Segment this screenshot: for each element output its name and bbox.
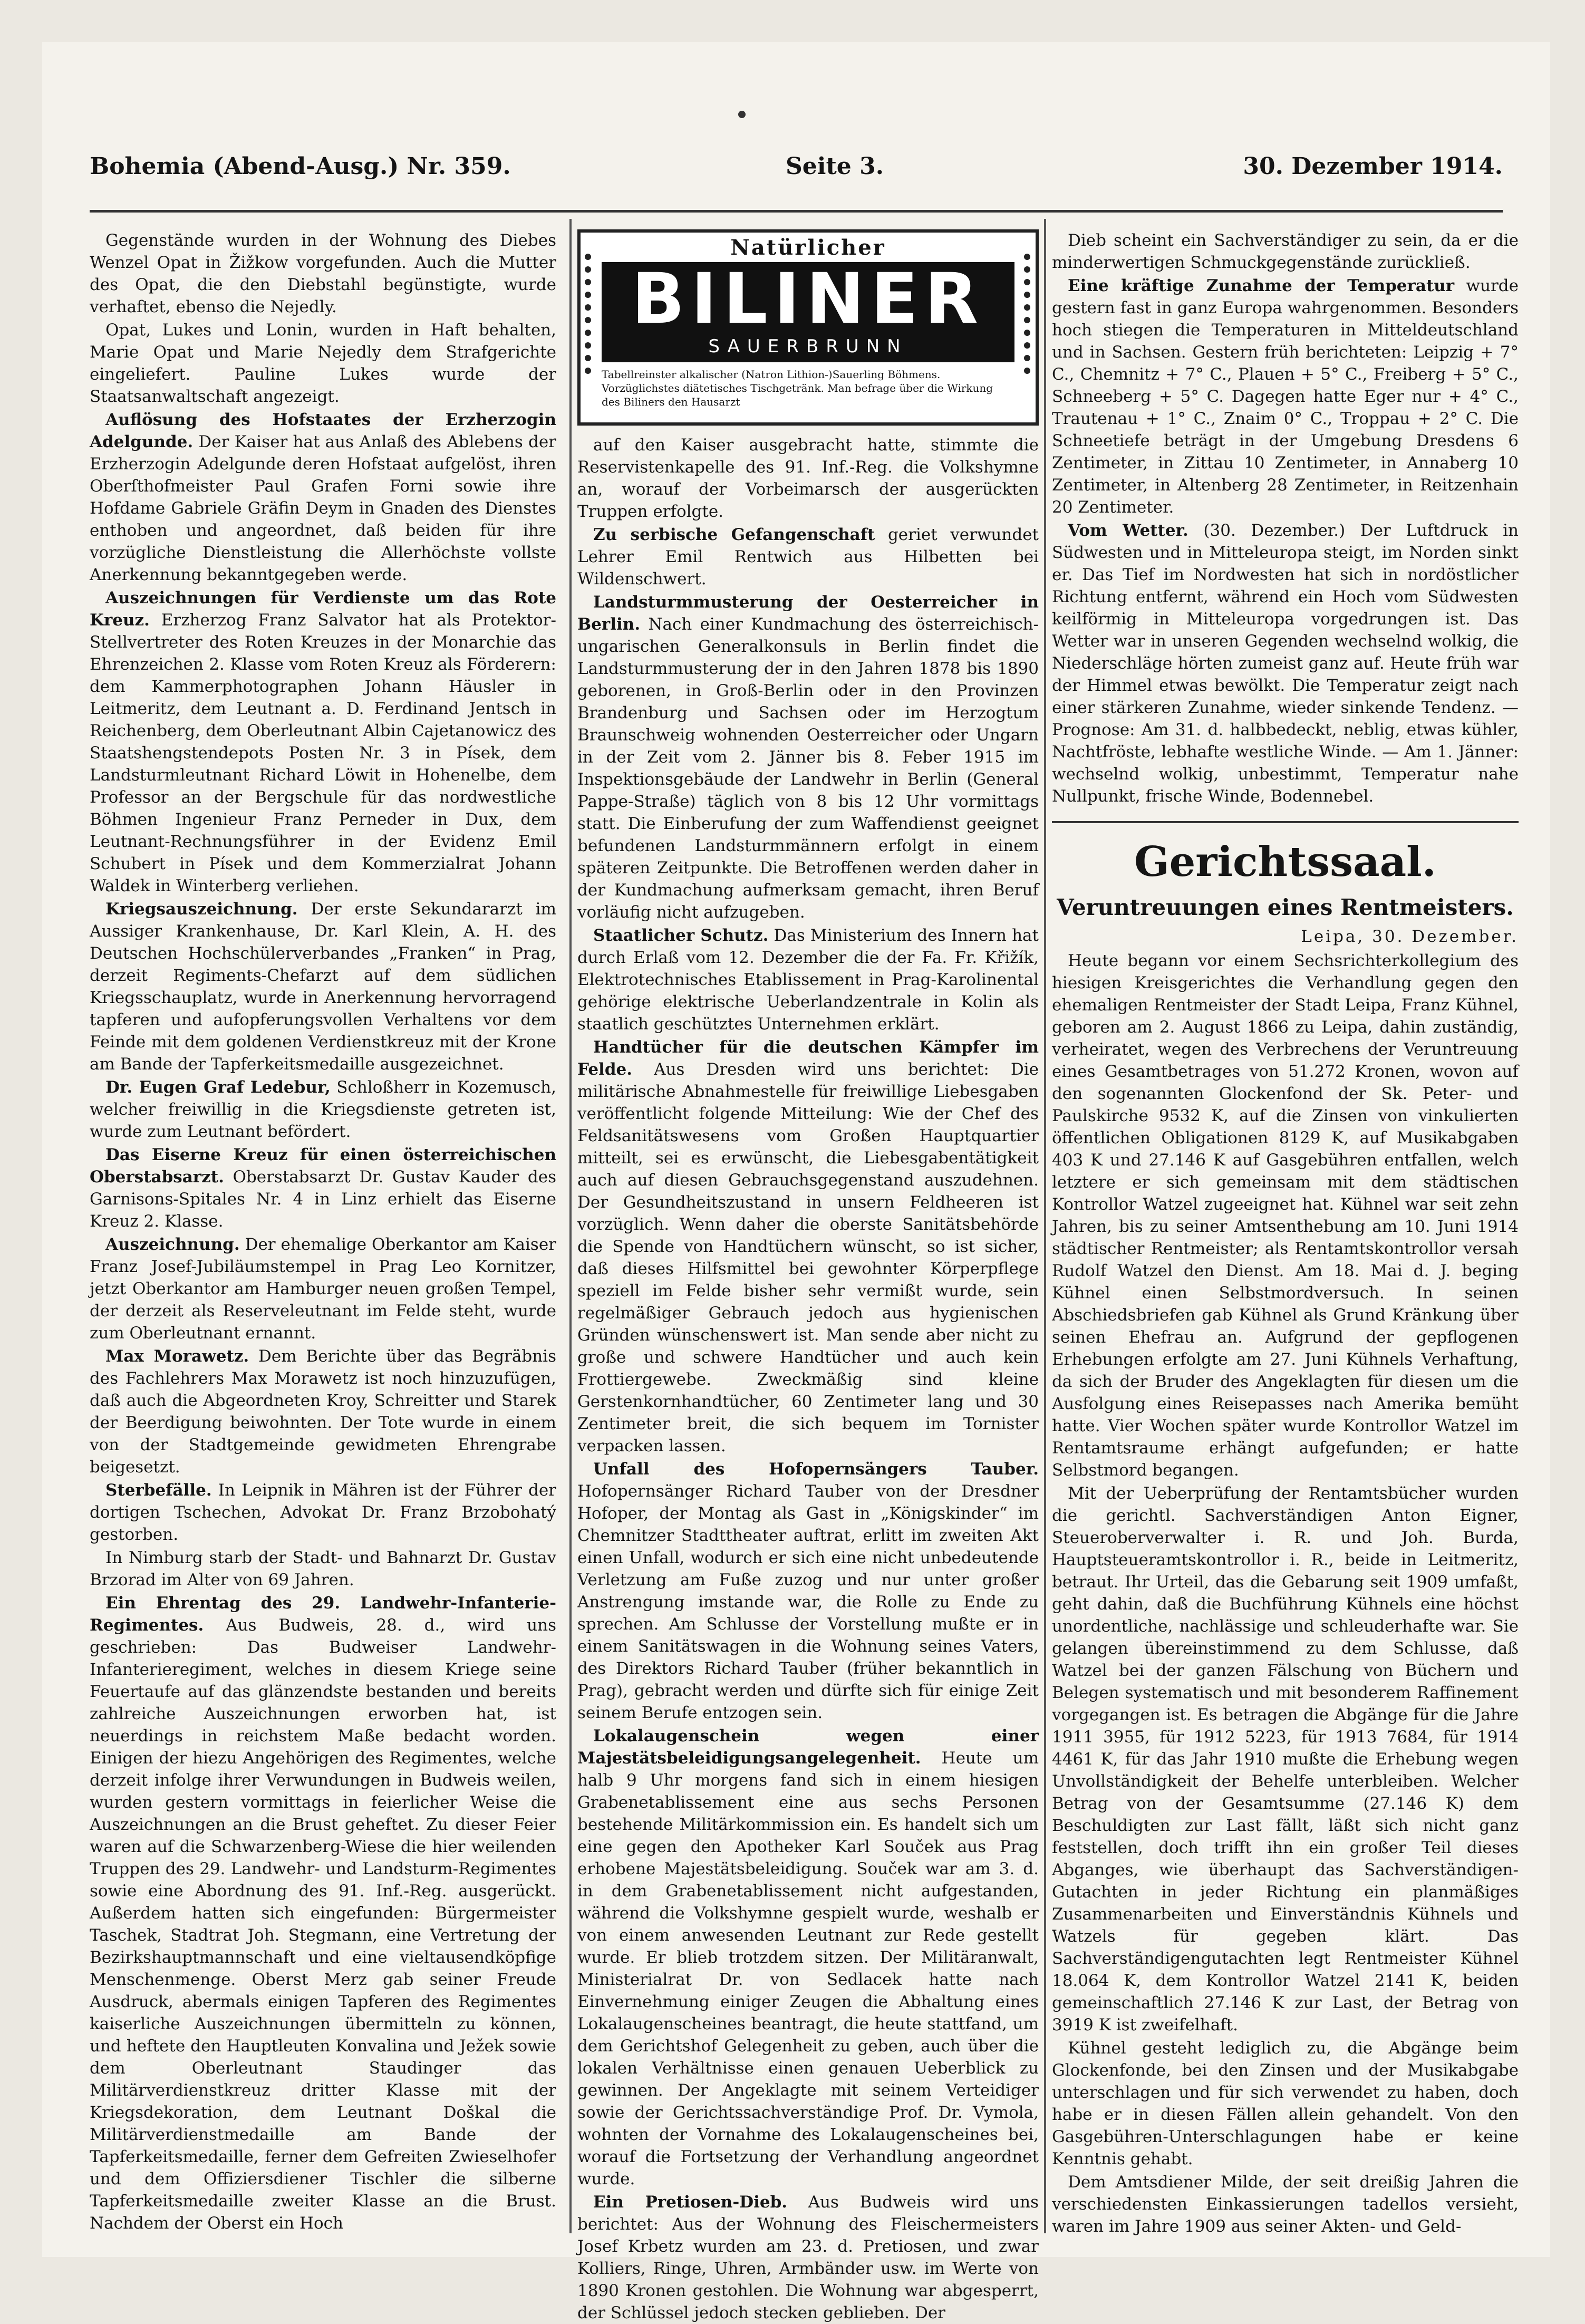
article-text: Dem Berichte über das Begräbnis des Fachlehrers Max Morawetz ist noch hinzuzufügen, daß auch die Abgeordneten Kroy, Schreitter und Starek der Beerdigung beiwohnten. Der Tote wurde in einem von der Stadtgemeinde gewidmeten Ehrengrabe beigesetzt. (90, 1347, 556, 1477)
section-title: Gerichtssaal. (1134, 838, 1436, 886)
article-paragraph (90, 1144, 556, 1232)
article-heading: Kriegsauszeichnung. (105, 900, 298, 919)
ad-subbrand: SAUERBRUNN (708, 336, 908, 357)
article-paragraph (577, 1458, 1039, 1724)
article-heading: Auflösung des Hofstaates der Erzherzogin Adelgunde. (90, 410, 556, 451)
article-text: In Nimburg starb der Stadt- und Bahnarzt Dr. Gustav Brzorad im Alter von 69 Jahren. (90, 1548, 556, 1589)
column-2 (577, 229, 1039, 2322)
column-rule (1044, 219, 1046, 2233)
article-paragraph (90, 1479, 556, 1546)
article-paragraph (577, 434, 1039, 523)
article-heading: Auszeichnung. (105, 1235, 240, 1254)
article-paragraph (577, 524, 1039, 590)
article-heading: Landsturmmusterung der Oesterreicher in Berlin. (577, 593, 1039, 634)
article-text: Mit der Ueberprüfung der Rentamtsbücher wurden die gerichtl. Sachverständigen Anton Eigner, Steueroberverwalter i. R. und Joh. Burda, Hauptsteueramtskontrollor i. R., beide in Leitmeritz, betraut. Ihr Urteil, das die Gebarung seit 1909 umfaßt, geht dahin, daß die Buchführung Kühnels eine höchst unordentliche, nachlässige und schleuderhafte war. Sie gelangen übereinstimmend zu dem Schlusse, daß Watzel bei der ganzen Fälschung von Büchern und Belegen systematisch und mit besonderem Raffinement vorgegangen ist. Es betragen die Abgänge für die Jahre 1911 3955, für 1912 5223, für 1913 7684, für 1914 4461 K, für das Jahr 1910 mußte die Erhebung wegen Unvollständigkeit der Behelfe unterbleiben. Welcher Betrag von der Gesamtsumme (27.146 K) dem Beschuldigten zur Last fällt, läßt sich nicht ganz feststellen, doch trifft ihn ein großer Teil dieses Abganges, wie überhaupt das Sachverständigen-Gutachten in jeder Richtung ein planmäßiges Zusammenarbeiten und Einverständnis Kühnels und Watzels für gegeben klärt. Das Sachverständigengutachten legt Rentmeister Kühnel 18.064 K, dem Kontrollor Watzel 2141 K, beiden gemeinschaftlich 27.146 K zur Last, der Betrag von 3919 K ist zweifelhaft. (1052, 1484, 1519, 2034)
article-text: Nach einer Kundmachung des österreichisch-ungarischen Generalkonsuls in Berlin findet die Landsturmmusterung der in den Jahren 1878 bis 1890 geborenen, in Groß-Berlin oder in den Provinzen Brandenburg und Sachsen oder im Herzogtum Braunschweig wohnenden Oesterreicher oder Ungarn in der Zeit vom 2. Jänner bis 8. Feber 1915 im Inspektionsgebäude der Landwehr in Berlin (General Pappe-Straße) täglich von 8 bis 12 Uhr vormittags statt. Die Einberufung der zum Waffendienst geeignet befundenen Landsturmmännern erfolgt in einem späteren Zeitpunkte. Die Betroffenen werden daher in der Kundmachung aufmerksam gemacht, ihren Beruf vorläufig nicht aufzugeben. (577, 615, 1039, 922)
article-paragraph (577, 924, 1039, 1035)
article-heading: Ein Pretiosen-Dieb. (593, 2193, 788, 2212)
article-heading: Staatlicher Schutz. (593, 926, 769, 945)
article-text: Dieb scheint ein Sachverständiger zu sein, da er die minderwertigen Schmuckgegenstände zurückließ. (1052, 231, 1519, 272)
article-paragraph (90, 898, 556, 1075)
article-heading: Max Morawetz. (105, 1347, 249, 1366)
article-heading: Auszeichnungen für Verdienste um das Rote Kreuz. (90, 589, 556, 630)
article-paragraph (90, 587, 556, 897)
header-rule (90, 210, 1503, 213)
article-text: Der Kaiser hat aus Anlaß des Ablebens der Erzherzogin Adelgunde deren Hofstaat aufgelöst, ihren Oberſthofmeister Paul Grafen Forni sowie ihre Hofdame Gabriele Gräfin Deym in Gnaden des Dienstes enthoben und angeordnet, daß beiden für ihre vorzügliche Dienstleistung die Allerhöchste vollste Anerkennung bekanntgegeben werde. (90, 432, 556, 584)
article-text: Aus Dresden wird uns berichtet: Die militärische Abnahmestelle für freiwillige Liebesgaben veröffentlicht folgende Mitteilung: Wie der Chef des Feldsanitätswesens vom Großen Hauptquartier mitteilt, sei es erwünscht, die Liebesgabentätigkeit auch auf diesen Gebrauchsgegenstand auszudehnen. Der Gesundheitszustand in unsern Feldheeren ist vorzüglich. Wenn daher die oberste Sanitätsbehörde die Spende von Handtüchern wünscht, so ist sicher, daß dieses Hilfsmittel bei gewohnter Körperpflege speziell im Felde bisher sehr vermißt wurde, sein regelmäßiger Gebrauch jedoch aus hygienischen Gründen wünschenswert ist. Man sende aber nicht zu große und schwere Handtücher und auch kein Frottiergewebe. Zweckmäßig sind kleine Gerstenkornhandtücher, 60 Zentimeter lang und 30 Zentimeter breit, die sich bequem im Tornister verpacken lassen. (577, 1060, 1039, 1455)
article-heading: Zu serbische Gefangenschaft (593, 525, 875, 544)
article-text: Heute begann vor einem Sechsrichterkollegium des hiesigen Kreisgerichtes die Verhandlung gegen den ehemaligen Rentmeister der Stadt Leipa, Franz Kühnel, geboren am 2. August 1866 zu Leipa, dahin zuständig, verheiratet, wegen des Verbrechens der Veruntreuung eines Gesamtbetrages von 51.272 Kronen, wovon auf den sogenannten Glockenfond der Sk. Peter- und Paulskirche 9532 K, auf die Zinsen von vinkulierten öffentlichen Obligationen 8129 K, auf Musikabgaben 403 K und 27.146 K auf Gasgebühren entfallen, welch letztere er sich gemeinsam mit dem städtischen Kontrollor Watzel zugeeignet hat. Kühnel war seit zehn Jahren, bis zu seiner Amtsenthebung am 10. Juni 1914 städtischer Rentmeister; als Rentamtskontrollor versah Rudolf Watzel den Dienst. Am 18. Mai d. J. beging Kühnel einen Selbstmordversuch. In seinen Abschiedsbriefen gab Kühnel als Grund Kränkung über seinen Ehefrau an. Aufgrund der gepflogenen Erhebungen erfolgte am 27. Juni Kühnels Verhaftung, da sich der Bruder des Angeklagten für diesen um die Ausfolgung eines Reisepasses nach Amerika bemüht hatte. Vier Wochen später wurde Kontrollor Watzel im Rentamtsraume erhängt aufgefunden; er hatte Selbstmord begangen. (1052, 951, 1519, 1480)
article-paragraph (90, 409, 556, 586)
article-paragraph (90, 319, 556, 408)
article-heading: Ein Ehrentag des 29. Landwehr-Infanterie-Regimentes. (90, 1594, 556, 1635)
page-header (90, 153, 1503, 195)
article-paragraph (1052, 275, 1519, 518)
ad-brand-panel (602, 258, 1014, 362)
article-text: Opat, Lukes und Lonin, wurden in Haft behalten, Marie Opat und Marie Nejedly dem Strafgerichte eingeliefert. Pauline Lukes wurde der Staatsanwaltschaft angezeigt. (90, 321, 556, 406)
article-heading: Eine kräftige Zunahme der Temperatur (1068, 276, 1455, 295)
article-text: Kühnel gesteht lediglich zu, die Abgänge beim Glockenfonde, bei den Zinsen und der Musikabgabe unterschlagen und für sich verwendet zu haben, doch habe er in diesen Fällen allein gehandelt. Von den Gasgebühren-Unterschlagungen habe er keine Kenntnis gehabt. (1052, 2039, 1519, 2168)
ad-fine-print: Tabellreinster alkalischer (Natron Lithion-)Sauerling Böhmens. Vorzüglichstes diätetisches Tischgetränk. Man befrage über die Wirkung des Biliners den Hausarzt (602, 368, 993, 408)
article-paragraph (577, 2191, 1039, 2324)
ad-tagline: Natürlicher (730, 235, 886, 260)
article-text: In Leipnik in Mähren ist der Führer der dortigen Tschechen, Advokat Dr. Franz Brzobohatý gestorben. (90, 1481, 556, 1544)
article-paragraph (90, 1345, 556, 1478)
article-text: Der ehemalige Oberkantor am Kaiser Franz Josef-Jubiläumstempel in Prag Leo Kornitzer, jetzt Oberkantor am Hamburger neuen großen Tempel, der derzeit als Reserveleutnant im Felde steht, wurde zum Oberleutnant ernannt. (90, 1235, 556, 1343)
column-rule (569, 219, 572, 2233)
article-paragraph (90, 1233, 556, 1344)
biliner-advertisement (577, 229, 1039, 426)
article-text: Aus Budweis, 28. d., wird uns geschrieben: Das Budweiser Landwehr-Infanterieregiment, welches in diesem Kriege seine Feuertaufe auf das glänzendste bestanden und bereits zahlreiche Auszeichnungen erworben hat, ist neuerdings in reichstem Maße bedacht worden. Einigen der hiezu Angehörigen des Regimentes, welche derzeit infolge ihrer Verwundungen in Budweis weilen, wurden gestern vormittags in feierlicher Weise die Auszeichnungen an die Brust geheftet. Zu dieser Feier waren auf die Schwarzenberg-Wiese die hier weilenden Truppen des 29. Landwehr- und Landsturm-Regimentes sowie eine Abordnung des 91. Inf.-Reg. ausgerückt. Außerdem hatten sich eingefunden: Bürgermeister Taschek, Stadtrat Joh. Stegmann, eine Vertretung der Bezirkshauptmannschaft und eine vieltausendköpfige Menschenmenge. Oberst Merz gab seiner Freude Ausdruck, abermals einigen Tapferen des Regimentes kaiserliche Auszeichnungen übermitteln zu können, und heftete den Hauptleuten Konvalina und Ježek sowie dem Oberleutnant Staudinger das Militärverdienstkreuz dritter Klasse mit der Kriegsdekoration, dem Leutnant Doškal die Militärverdienstmedaille am Bande der Tapferkeitsmedaille, ferner dem Gefreiten Zwieselhofer und dem Offiziersdiener Tischler die silberne Tapferkeitsmedaille zweiter Klasse an die Brust. Nachdem der Oberst ein Hoch (90, 1616, 557, 2233)
article-paragraph (1052, 950, 1519, 1481)
article-text: Oberstabsarzt Dr. Gustav Kauder des Garnisons-Spitales Nr. 4 in Linz erhielt das Eiserne Kreuz 2. Klasse. (90, 1168, 556, 1231)
column-3-news (1052, 229, 1519, 807)
article-paragraph (577, 591, 1039, 923)
column-3 (1052, 229, 1519, 2236)
ad-brand: BILINER (631, 258, 985, 340)
column-1 (90, 229, 556, 2233)
newspaper-page (42, 42, 1550, 2322)
article-heading: Vom Wetter. (1068, 521, 1188, 540)
column-3-court-report (1052, 950, 1519, 2238)
article-paragraph (577, 1725, 1039, 2190)
article-title: Veruntreuungen eines Rentmeisters. (1057, 894, 1514, 920)
article-heading: Unfall des Hofopernsängers Tauber. (593, 1460, 1039, 1479)
article-text: Hofopernsänger Richard Tauber von der Dresdner Hofoper, der Montag als Gast in „Königskinder“ im Chemnitzer Stadttheater auftrat, erlitt im zweiten Akt einen Unfall, wodurch er sich eine nicht unbedeutende Verletzung am Fuße zuzog und nur unter großer Anstrengung imstande war, die Rolle zu Ende zu sprechen. Am Schlusse der Vorstellung mußte er in einem Sanitätswagen in die Wohnung seines Vaters, des Direktors Richard Tauber (früher bekanntlich in Prag), gebracht werden und dürfte sich für einige Zeit seinem Berufe entzogen sein. (577, 1482, 1039, 1722)
article-text: Das Ministerium des Innern hat durch Erlaß vom 12. Dezember die der Fa. Fr. Křižík, Elektrotechnisches Etablissement in Prag-Karolinental gehörige elektrische Ueberlandzentrale in Kolin als staatlich geschütztes Unternehmen erklärt. (577, 926, 1039, 1034)
ad-border-dots (585, 254, 592, 391)
article-text: Dem Amtsdiener Milde, der seit dreißig Jahren die verschiedensten Einkassierungen tadellos versieht, waren im Jahre 1909 aus seiner Akten- und Geld- (1052, 2173, 1519, 2236)
article-text: wurde gestern fast in ganz Europa wahrgenommen. Besonders hoch stiegen die Temperaturen in Mitteldeutschland und in Sachsen. Gestern früh berichteten: Leipzig + 7° C., Chemnitz + 7° C., Plauen + 5° C., Freiberg + 5° C., Schneeberg + 5° C. Dagegen hatte Eger nur + 4° C., Trautenau + 1° C., Znaim 0° C., Troppau + 2° C. Die Schneetiefe beträgt in der Umgebung Dresdens 6 Zentimeter, in Zittau 10 Zentimeter, in Annaberg 10 Zentimeter, in Altenberg 28 Zentimeter, in Reitzenhain 20 Zentimeter. (1052, 276, 1519, 517)
print-mark (738, 111, 746, 118)
article-text: Heute um halb 9 Uhr morgens fand sich in einem hiesigen Grabenetablissement eine aus sechs Personen bestehende Militärkommission ein. Es handelt sich um eine gegen den Apotheker Karl Souček aus Prag erhobene Majestätsbeleidigung. Souček war am 3. d. in dem Grabenetablissement nicht aufgestanden, während die Volkshymne gespielt wurde, weshalb er von einem anwesenden Leutnant zur Rede gestellt wurde. Er blieb trotzdem sitzen. Der Militäranwalt, Ministerialrat Dr. von Sedlacek hatte nach Einvernehmung einiger Zeugen die Abhaltung eines Lokalaugenscheines beantragt, die heute stattfand, um dem Gerichtshof Gelegenheit zu geben, auch über die lokalen Verhältnisse einen genauen Ueberblick zu gewinnen. Der Angeklagte mit seinem Verteidiger sowie der Gerichtssachverständige Prof. Dr. Vymola, wohnten der Vornahme des Lokalaugenscheines bei, worauf die Fortsetzung der Verhandlung angeordnet wurde. (577, 1749, 1039, 2188)
article-paragraph (1052, 1482, 1519, 2036)
article-paragraph (1052, 2037, 1519, 2170)
article-text: Gegenstände wurden in der Wohnung des Diebes Wenzel Opat in Žižkow vorgefunden. Auch die Mutter des Opat, die den Diebstahl begünstigte, wurde verhaftet, ebenso die Nejedly. (90, 231, 556, 316)
article-heading: Dr. Eugen Graf Ledebur, (105, 1078, 331, 1097)
header-publication: Bohemia (Abend-Ausg.) Nr. 359. (90, 153, 511, 180)
article-heading: Das Eiserne Kreuz für einen österreichischen Oberstabsarzt. (90, 1145, 556, 1187)
article-text: auf den Kaiser ausgebracht hatte, stimmte die Reservistenkapelle des 91. Inf.-Reg. die Volkshymne an, worauf der Vorbeimarsch der ausgerückten Truppen erfolgte. (577, 436, 1039, 521)
article-text: Aus Budweis wird uns berichtet: Aus der Wohnung des Fleischermeisters Josef Krbetz wurden am 23. d. Pretiosen, und zwar Kolliers, Ringe, Uhren, Armbänder usw. im Werte von 1890 Kronen gestohlen. Die Wohnung war abgesperrt, der Schlüssel jedoch stecken geblieben. Der (577, 2193, 1039, 2322)
article-paragraph (1052, 229, 1519, 274)
header-date: 30. Dezember 1914. (1243, 153, 1503, 180)
header-page-number: Seite 3. (786, 153, 884, 180)
article-paragraph (90, 229, 556, 318)
article-paragraph (1052, 519, 1519, 807)
article-text: geriet verwundet Lehrer Emil Rentwich aus Hilbetten bei Wildenschwert. (577, 525, 1039, 589)
article-heading: Lokalaugenschein wegen einer Majestätsbeleidigungsangelegenheit. (577, 1727, 1039, 1768)
article-paragraph (90, 1547, 556, 1591)
article-heading: Handtücher für die deutschen Kämpfer im Felde. (577, 1038, 1039, 1079)
article-text: Schloßherr in Kozemusch, welcher freiwillig in die Kriegsdienste getreten ist, wurde zum Leutnant befördert. (90, 1078, 556, 1141)
article-dateline: Leipa, 30. Dezember. (1301, 927, 1519, 946)
article-heading: Sterbefälle. (105, 1481, 212, 1500)
article-paragraph (1052, 2171, 1519, 2238)
article-paragraph (90, 1076, 556, 1143)
article-paragraph (577, 1036, 1039, 1457)
article-paragraph (90, 1592, 556, 2234)
article-text: (30. Dezember.) Der Luftdruck in Südwesten und in Mitteleuropa steigt, im Norden sinkt er. Das Tief im Nordwesten hat sich in nordöstlicher Richtung entfernt, während ein Hoch vom Südwesten keilförmig in Mitteleuropa vorgedrungen ist. Das Wetter war in unseren Gegenden wechselnd wolkig, die Niederschläge hörten zumeist ganz auf. Heute früh war der Himmel etwas bewölkt. Die Temperatur zeigt nach einer stärkeren Zunahme, wieder sinkende Tendenz. — Prognose: Am 31. d. halbbedeckt, neblig, etwas kühler, Nachtfröste, lebhafte westliche Winde. — Am 1. Jänner: wechselnd wolkig, unbestimmt, Temperatur nahe Nullpunkt, frische Winde, Bodennebel. (1052, 521, 1519, 806)
ad-border-dots (1024, 254, 1031, 391)
article-text: Erzherzog Franz Salvator hat als Protektor-Stellvertreter des Roten Kreuzes in der Monarchie das Ehrenzeichen 2. Klasse vom Roten Kreuz als Förderern: dem Kammerphotographen Johann Häusler in Leitmeritz, dem Leutnant a. D. Ferdinand Jentsch in Reichenberg, dem Oberleutnant Albin Cajetanowicz des Staatshengstendepots Posten Nr. 3 in Písek, dem Landsturmleutnant Richard Löwit in Hohenelbe, dem Professor an der Bergschule für das nordwestliche Böhmen Ingenieur Franz Perneder in Dux, dem Leutnant-Rechnungsführer in der Evidenz Emil Schubert in Písek und dem Kommerzialrat Johann Waldek in Winterberg verliehen. (90, 611, 556, 895)
column-2-articles (577, 434, 1039, 2324)
article-text: Der erste Sekundararzt im Aussiger Krankenhause, Dr. Karl Klein, A. H. des Deutschen Hochschülerverbandes „Franken“ in Prag, derzeit Regiments-Chefarzt auf dem südlichen Kriegsschauplatz, wurde in Anerkennung hervorragend tapferen und aufopferungsvollen Verhaltens vor dem Feinde mit dem goldenen Verdienstkreuz mit der Krone am Bande der Tapferkeitsmedaille ausgezeichnet. (90, 900, 556, 1074)
section-rule (1052, 821, 1519, 823)
